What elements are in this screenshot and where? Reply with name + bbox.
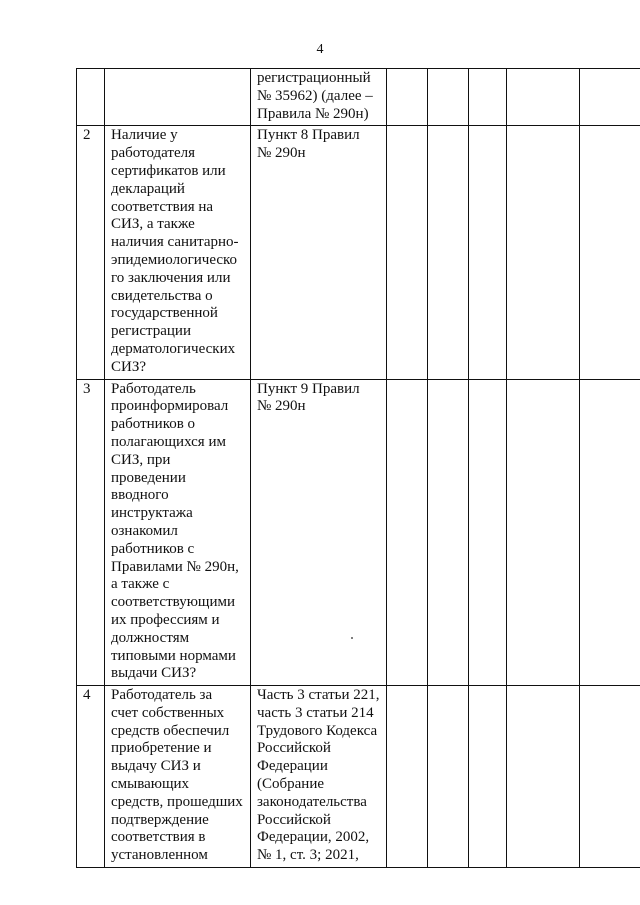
reference-cell — [251, 379, 387, 686]
row-number-cell — [77, 686, 105, 868]
answer-no-cell — [428, 126, 469, 379]
reference-cell — [251, 686, 387, 868]
row-number-cell — [77, 379, 105, 686]
question-cell — [105, 686, 251, 868]
checklist-table — [76, 68, 640, 868]
answer-yes-cell — [387, 379, 428, 686]
row-number: 4 — [83, 687, 91, 704]
answer-no-cell — [428, 686, 469, 868]
answer-yes-cell — [387, 69, 428, 126]
answer-no-cell — [428, 379, 469, 686]
table-row — [77, 126, 640, 379]
row-number-cell — [77, 126, 105, 379]
answer-yes-cell — [387, 686, 428, 868]
question-text: Наличие у работодателя сертификатов или деклараций соответствия на СИЗ, а также наличия санитарно- эпидемиологическо го заключения или свидетельства о государственной регистрации дерматологических СИЗ? — [111, 127, 239, 375]
answer-na-cell — [469, 69, 507, 126]
table-row — [77, 379, 640, 686]
answer-no-cell — [428, 69, 469, 126]
answer-na-cell — [469, 126, 507, 379]
row-number: 3 — [83, 380, 91, 397]
notes-cell — [507, 379, 580, 686]
answer-yes-cell — [387, 126, 428, 379]
page-number: 4 — [316, 42, 324, 57]
answer-na-cell — [469, 686, 507, 868]
table-row — [77, 686, 640, 868]
question-cell — [105, 379, 251, 686]
question-text: Работодатель проинформировал работников о полагающихся им СИЗ, при проведении вводного инструктажа ознакомил работников с Правилами № 290н, а также с соответствующими их профессиям и должностям типовыми нормами выдачи СИЗ? — [111, 380, 239, 682]
row-number: 2 — [83, 127, 91, 144]
row-number-cell — [77, 69, 105, 126]
reference-text: Часть 3 статьи 221, часть 3 статьи 214 Трудового Кодекса Российской Федерации (Собрание законодательства Российской Федерации, 2002, № 1, ст. 3; 2021, — [257, 687, 380, 864]
extra-cell — [580, 126, 640, 379]
question-text: Работодатель за счет собственных средств обеспечил приобретение и выдачу СИЗ и смывающих средств, прошедших подтверждение соответствия в установленном — [111, 687, 243, 864]
extra-cell — [580, 69, 640, 126]
reference-text: Пункт 8 Правил № 290н — [257, 127, 360, 162]
question-cell — [105, 126, 251, 379]
reference-text: регистрационный № 35962) (далее – Правила № 290н) — [257, 70, 373, 122]
scan-speck — [351, 637, 353, 639]
notes-cell — [507, 686, 580, 868]
notes-cell — [507, 126, 580, 379]
extra-cell — [580, 379, 640, 686]
extra-cell — [580, 686, 640, 868]
answer-na-cell — [469, 379, 507, 686]
notes-cell — [507, 69, 580, 126]
reference-cell — [251, 69, 387, 126]
table-row — [77, 69, 640, 126]
reference-text: Пункт 9 Правил № 290н — [257, 380, 360, 415]
reference-cell — [251, 126, 387, 379]
question-cell — [105, 69, 251, 126]
